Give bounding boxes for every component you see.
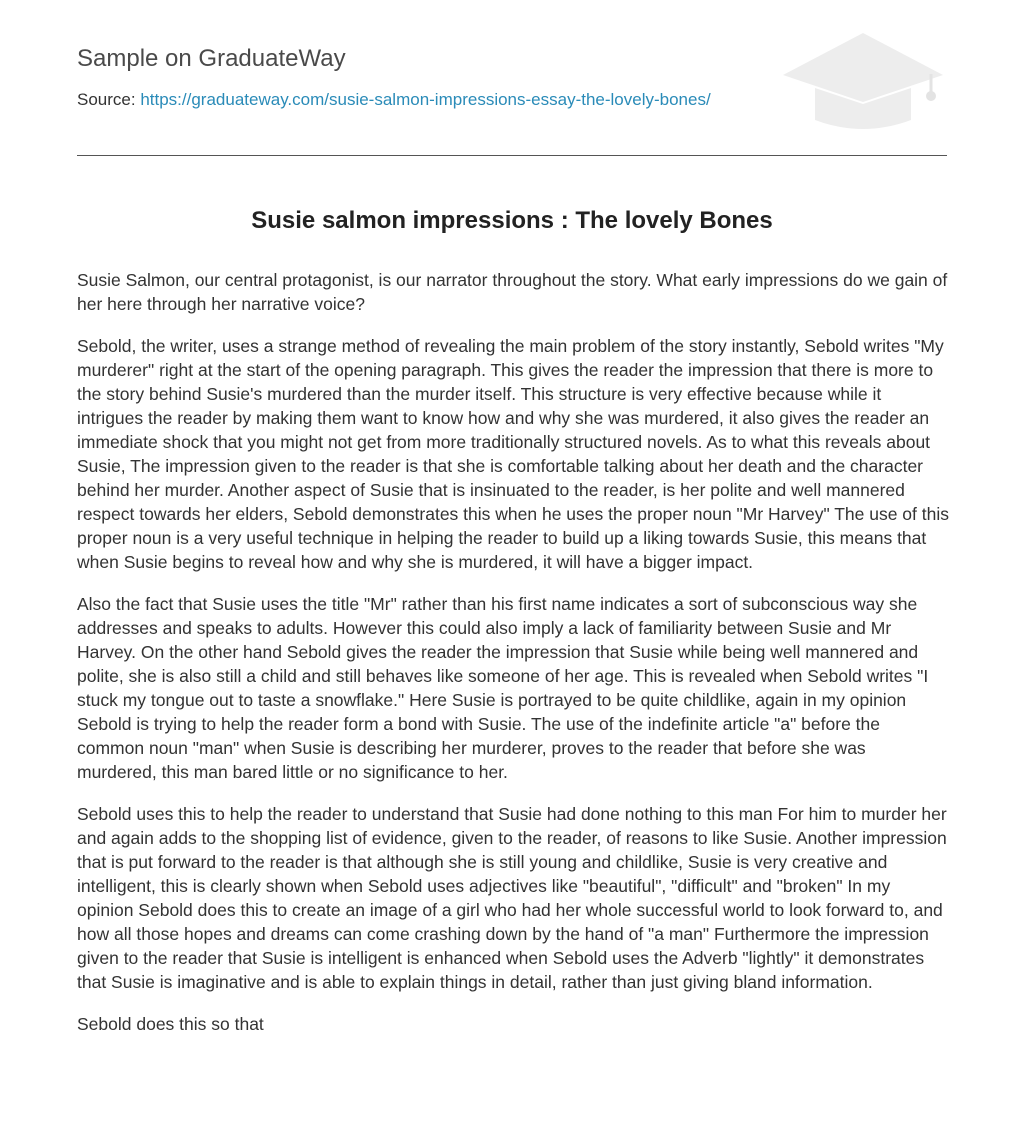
essay-title: Susie salmon impressions : The lovely Bones <box>251 207 773 234</box>
header-divider <box>77 155 947 156</box>
paragraph: Sebold uses this to help the reader to understand that Susie had done nothing to this man For him to murder her and again adds to the shopping list of evidence, given to the reader, of reasons to like Susie. Another impression that is put forward to the reader is that although she is still young and childlike, Susie is very creative and intelligent, this is clearly shown when Sebold uses adjectives like "beautiful", "difficult" and "broken" In my opinion Sebold does this to create an image of a girl who had her whole successful world to look forward to, and how all those hopes and dreams can come crashing down by the hand of "a man" Furthermore the impression given to the reader that Susie is intelligent is enhanced when Sebold uses the Adverb "lightly" it demonstrates that Susie is imaginative and is able to explain things in detail, rather than just giving bland information. <box>77 804 947 992</box>
paragraph: Also the fact that Susie uses the title "Mr" rather than his first name indicates a sort of subconscious way she addresses and speaks to adults. However this could also imply a lack of familiarity between Susie and Mr Harvey. On the other hand Sebold gives the reader the impression that Susie while being well mannered and polite, she is also still a child and still behaves like someone of her age. This is revealed when Sebold writes "I stuck my tongue out to taste a snowflake." Here Susie is portrayed to be quite childlike, again in my opinion Sebold is trying to help the reader form a bond with Susie. The use of the indefinite article "a" before the common noun "man" when Susie is describing her murderer, proves to the reader that before she was murdered, this man bared little or no significance to her. <box>77 594 929 782</box>
page-header <box>77 0 947 156</box>
source-label: Source: <box>77 90 136 109</box>
source-line <box>77 89 711 111</box>
essay-body <box>77 268 949 1054</box>
paragraph: Sebold, the writer, uses a strange method of revealing the main problem of the story instantly, Sebold writes "My murderer" right at the start of the opening paragraph. This gives the reader the impression that there is more to the story behind Susie's murdered than the murder itself. This structure is very effective because while it intrigues the reader by making them want to know how and why she was murdered, it also gives the reader an immediate shock that you might not get from more traditionally structured novels. As to what this reveals about Susie, The impression given to the reader is that she is comfortable talking about her death and the character behind her murder. Another aspect of Susie that is insinuated to the reader, is her polite and well mannered respect towards her elders, Sebold demonstrates this when he uses the proper noun "Mr Harvey" The use of this proper noun is a very useful technique in helping the reader to build up a liking towards Susie, this means that when Susie begins to reveal how and why she is murdered, it will have a bigger impact. <box>77 336 950 572</box>
paragraph: Susie Salmon, our central protagonist, is our narrator throughout the story. What early impressions do we gain of her here through her narrative voice? <box>77 270 948 314</box>
graduation-cap-icon <box>779 30 947 134</box>
site-title: Sample on GraduateWay <box>77 45 346 72</box>
source-link[interactable]: https://graduateway.com/susie-salmon-impressions-essay-the-lovely-bones/ <box>140 90 711 109</box>
paragraph: Sebold does this so that <box>77 1014 264 1034</box>
